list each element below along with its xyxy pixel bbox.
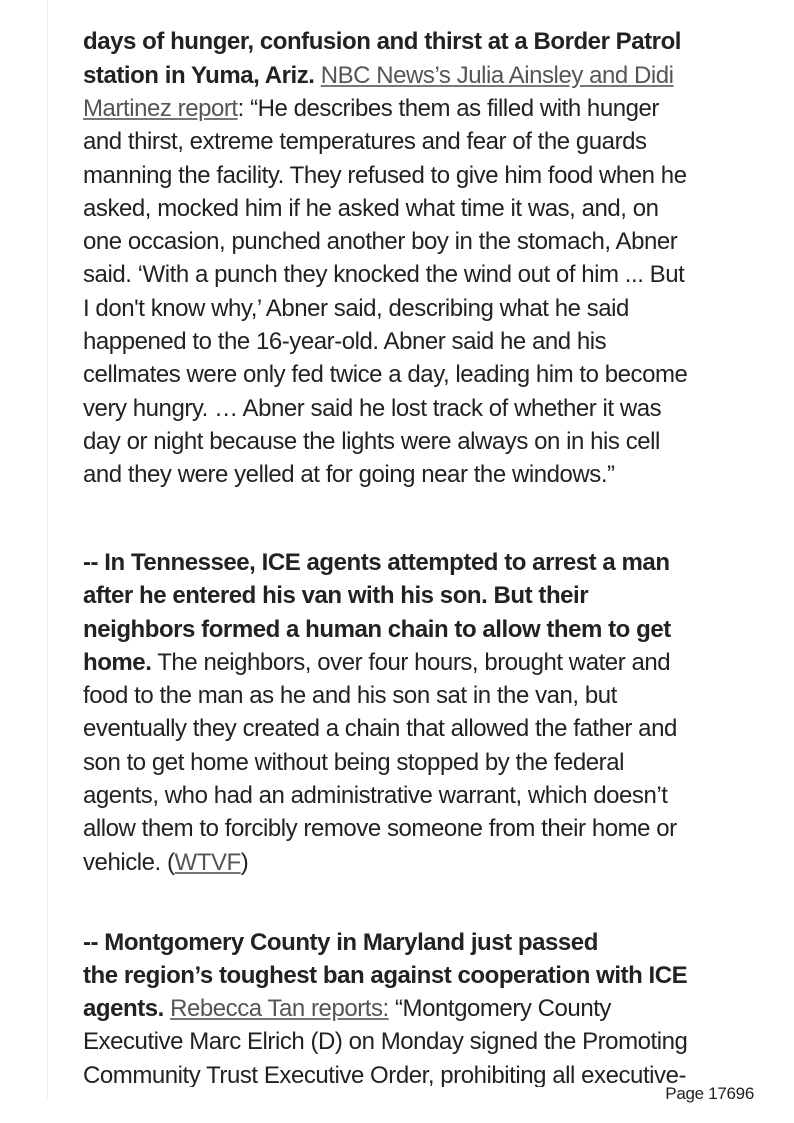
body-text: and thirst, extreme temperatures and fear of the guards — [83, 128, 647, 156]
bold-headline-text: agents. — [83, 995, 164, 1023]
text-line — [83, 92, 763, 125]
source-link[interactable]: WTVF — [174, 848, 241, 876]
text-line — [83, 926, 763, 959]
text-line — [83, 225, 763, 258]
text-line — [83, 679, 763, 712]
body-text: asked, mocked him if he asked what time it was, and, on — [83, 194, 659, 222]
source-link[interactable]: Rebecca Tan reports: — [170, 995, 389, 1023]
paragraph-tennessee-human-chain — [83, 546, 763, 879]
paragraph-montgomery-county — [83, 926, 763, 1088]
page-number: Page 17696 — [665, 1084, 754, 1103]
source-link[interactable]: Martinez report — [83, 95, 238, 122]
body-text: happened to the 16-year-old. Abner said he and his — [83, 328, 607, 356]
body-text: manning the facility. They refused to give him food when he — [83, 161, 687, 189]
bold-headline-text: home. — [83, 648, 152, 676]
body-text: agents, who had an administrative warrant, which doesn’t — [83, 782, 668, 810]
body-text: cellmates were only fed twice a day, leading him to become — [83, 361, 688, 389]
bold-headline-text: the region’s toughest ban against cooperation with ICE — [83, 961, 688, 989]
body-text: vehicle. ( — [83, 848, 175, 876]
body-text: “Montgomery County — [388, 995, 611, 1023]
body-text: : “He describes them as filled with hunger — [237, 95, 659, 122]
text-line — [83, 159, 763, 192]
body-text: son to get home without being stopped by the federal — [83, 748, 624, 776]
body-text: day or night because the lights were always on in his cell — [83, 427, 660, 455]
text-line — [83, 712, 763, 745]
body-text: very hungry. … Abner said he lost track of whether it was — [83, 394, 662, 422]
text-line — [83, 59, 763, 92]
bold-headline-text: neighbors formed a human chain to allow them to get — [83, 615, 671, 643]
paragraph-yuma-border-patrol — [83, 30, 763, 492]
text-line — [83, 846, 763, 879]
text-line — [83, 425, 763, 458]
bold-headline-text: station in Yuma, Ariz. — [83, 61, 315, 89]
body-text: Community Trust Executive Order, prohibiting all executive- — [83, 1061, 687, 1087]
text-line — [83, 1059, 763, 1087]
body-text: ) — [240, 848, 249, 876]
body-text: The neighbors, over four hours, brought water and — [151, 648, 671, 676]
text-line — [83, 546, 763, 579]
body-text: said. ‘With a punch they knocked the wind out of him ... But — [83, 261, 685, 289]
body-text: one occasion, punched another boy in the stomach, Abner — [83, 228, 678, 256]
body-text: I don't know why,’ Abner said, describing what he said — [83, 294, 629, 322]
bold-headline-text: -- Montgomery County in Maryland just passed — [83, 928, 598, 956]
text-line — [83, 959, 763, 992]
text-line — [83, 579, 763, 612]
text-line — [83, 258, 763, 291]
body-text: food to the man as he and his son sat in the van, but — [83, 682, 617, 710]
text-line — [83, 392, 763, 425]
bold-headline-text: -- In Tennessee, ICE agents attempted to arrest a man — [83, 549, 670, 576]
text-line — [83, 458, 763, 491]
text-line — [83, 746, 763, 779]
document-body — [0, 30, 794, 1087]
text-line — [83, 613, 763, 646]
text-line — [83, 125, 763, 158]
source-link[interactable]: NBC News’s Julia Ainsley and Didi — [320, 61, 674, 89]
text-line — [83, 292, 763, 325]
bold-headline-text: days of hunger, confusion and thirst at a Border Patrol — [83, 30, 681, 56]
text-line — [83, 646, 763, 679]
body-text: eventually they created a chain that allowed the father and — [83, 715, 677, 743]
body-text: Executive Marc Elrich (D) on Monday signed the Promoting — [83, 1028, 688, 1056]
bold-headline-text: after he entered his van with his son. But their — [83, 582, 589, 610]
text-line — [83, 779, 763, 812]
text-line — [83, 1025, 763, 1058]
body-text: and they were yelled at for going near the windows.” — [83, 461, 615, 489]
text-line — [83, 992, 763, 1025]
text-line — [83, 325, 763, 358]
text-line — [83, 30, 763, 59]
text-line — [83, 358, 763, 391]
text-line — [83, 812, 763, 845]
body-text: allow them to forcibly remove someone from their home or — [83, 815, 677, 843]
text-line — [83, 192, 763, 225]
